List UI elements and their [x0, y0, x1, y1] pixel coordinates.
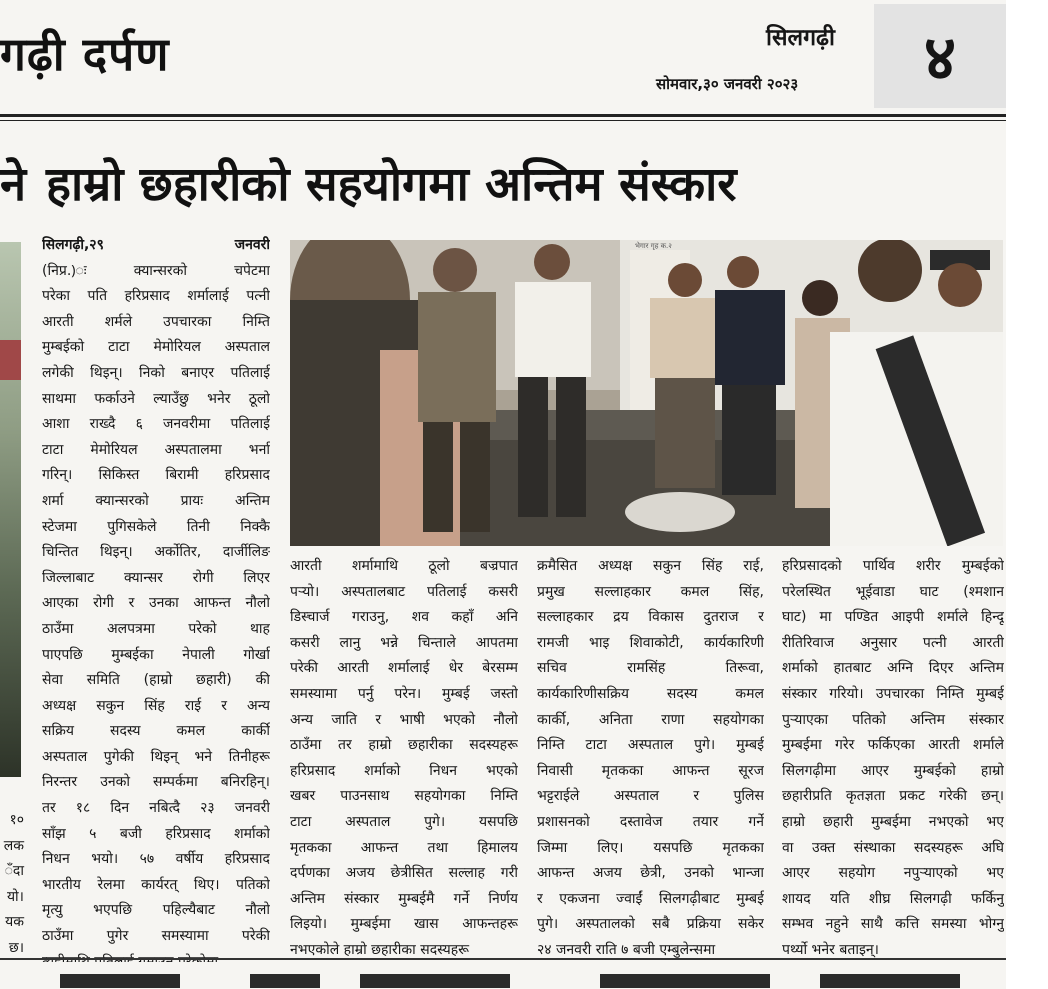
article-line: आरती शर्मामाथि ठूलो बज्रपात [290, 558, 518, 574]
article-line: भट्टराईले अस्पताल र पुलिस [537, 788, 764, 805]
person-dark-sweater [715, 256, 785, 495]
article-line: २४ जनवरी राति ७ बजी एम्बुलेन्समा [537, 941, 716, 958]
article-line: टाटा अस्पताल पुगे। यसपछि [290, 813, 518, 830]
article-line: मुम्बईको टाटा मेमोरियल अस्पताल [42, 339, 270, 356]
article-line: वा उक्त संस्थाका सदस्यहरू अघि [782, 839, 1004, 856]
article-line: खबर पाउनसाथ सहयोगका निम्ति [290, 788, 518, 805]
article-line: दर्पणका अजय छेत्रीसित सल्लाह गरी [290, 865, 518, 882]
article-line: हाम्रो छहारी मुम्बईमा नभएको भए [782, 813, 1004, 830]
article-line: लगेकी थिइन्। निको बनाएर पतिलाई [42, 364, 270, 381]
article-line: रामजी भाइ शिवाकोटी, कार्यकारिणी [537, 634, 764, 651]
article-line: संस्कार गरियो। उपचारका निम्ति मुम्बई [782, 685, 1004, 702]
fragment-line: लक [3, 837, 24, 854]
article-line: रीतिरिवाज अनुसार पत्नी आरती [782, 634, 1004, 651]
article-line: सिलगढ़ीमा आएर मुम्बईको हाम्रो [782, 762, 1004, 779]
article-line: पाएपछि मुम्बईका नेपाली गोर्खा [42, 646, 270, 663]
article-line: साँझ ५ बजी हरिप्रसाद शर्माको [42, 825, 270, 842]
article-line: पुगे। अस्पतालको सबै प्रक्रिया सकेर [537, 916, 764, 933]
article-headline-row [0, 150, 737, 214]
article-line: आएर सहयोग नपुऱ्याएको भए [782, 865, 1004, 882]
fragment-line: यक [5, 914, 24, 931]
article-line: लिइयो। मुम्बईमा खास आफन्तहरू [290, 916, 518, 933]
article-line: अन्य जाति र भाषी भएको नौलो [290, 711, 518, 728]
article-column-2 [290, 554, 518, 964]
article-line: सिलगढ़ी,२९ जनवरी [42, 237, 270, 253]
article-line: अध्यक्ष सकुन सिंह राई र अन्य [42, 697, 270, 714]
article-line: सेवा समिति (हाम्रो छहारी) की [42, 672, 270, 689]
header-city: सिलगढ़ी [766, 25, 835, 51]
article-line: अन्तिम संस्कार मुम्बईमै गर्ने निर्णय [290, 890, 518, 907]
article-column-1 [42, 233, 270, 975]
article-line: अस्पताल पुगेकी थिइन् भने तिनीहरू [42, 748, 270, 765]
article-line: आशा राख्दै ६ जनवरीमा पतिलाई [42, 416, 270, 433]
bottom-rule [0, 958, 1006, 960]
article-line: आरती शर्मले उपचारका निम्ति [42, 313, 270, 330]
article-line: प्रशासनको दस्तावेज तयार गर्ने [537, 813, 764, 830]
article-line: निम्ति टाटा अस्पताल पुगे। मुम्बई [537, 737, 764, 754]
article-line: आफन्त अजय छेत्री, उनको भान्जा [537, 865, 764, 882]
article-line: शायद यति शीघ्र सिलगढ़ी फर्किनु [782, 890, 1004, 907]
article-line: सचिव रामसिंह तिरूवा, [537, 660, 764, 677]
masthead-rule [0, 114, 1006, 117]
article-line: छहारीप्रति कृतज्ञता प्रकट गरेकी छन्। [782, 788, 1004, 805]
header-date: सोमवार,३० जनवरी २०२३ [656, 75, 799, 93]
article-line: मृत्यु भएपछि पहिल्यैबाट नौलो [42, 902, 270, 919]
article-line: शर्माको हातबाट अग्नि दिएर अन्तिम [782, 660, 1004, 677]
article-line: परेका पति हरिप्रसाद शर्मालाई पत्नी [42, 288, 270, 305]
adjacent-article-fragment [0, 808, 24, 987]
photo-wall-text: भेगार गृह क.२ [635, 242, 672, 250]
article-line: सम्भव नहुने साथै कत्ति समस्या भोग्नु [782, 916, 1004, 933]
article-line: कार्यकारिणीसक्रिय सदस्य कमल [537, 685, 764, 702]
article-column-3 [537, 554, 764, 964]
article-line: शर्मा क्यान्सरको प्रायः अन्तिम [42, 492, 270, 509]
masthead-rule-thin [0, 120, 1006, 121]
article-headline: हाम्रो छहारीको सहयोगमा अन्तिम संस्कार [46, 157, 737, 212]
article-line: आएका रोगी र उनका आफन्त नौलो [42, 595, 270, 612]
article-line: ठाउँमा अलपत्रमा परेको थाह [42, 620, 270, 637]
article-line: हरिप्रसादको पार्थिव शरीर मुम्बईको [782, 558, 1004, 574]
article-line: सक्रिय सदस्य कमल कार्की [42, 723, 270, 740]
masthead-title: गढ़ी दर्पण [0, 27, 170, 81]
article-line: निरन्तर उनको सम्पर्कमा बनिरहिन्। [42, 774, 270, 791]
article-line: पऱ्यो। अस्पतालबाट पतिलाई कसरी [290, 583, 518, 600]
fragment-line: १० [9, 812, 24, 828]
page-margin [1006, 0, 1048, 989]
page-number-box [874, 4, 1006, 108]
fragment-line: ँदा [4, 863, 24, 880]
page-number: ४ [923, 21, 957, 94]
article-line: प्रमुख सल्लाहकार कमल सिंह, [537, 583, 764, 600]
article-line: क्रमैसित अध्यक्ष सकुन सिंह राई, [537, 558, 764, 574]
article-line: परेकी आरती शर्मालाई धेर बेरसम्म [290, 660, 518, 677]
article-line: घाट) मा पण्डित आइपी शर्माले हिन्दू [782, 609, 1004, 626]
article-line: पर्थ्यो भनेर बताइन्। [782, 941, 879, 958]
article-line: टाटा मेमोरियल अस्पतालमा भर्ना [42, 441, 270, 458]
article-line: तर १८ दिन नबित्दै २३ जनवरी [42, 800, 270, 817]
article-line: गरिन्। सिकिस्त बिरामी हरिप्रसाद [42, 467, 270, 484]
article-line: स्टेजमा पुगिसकेले तिनी निक्कै [42, 518, 270, 535]
article-line: कार्की, अनिता राणा सहयोगका [537, 711, 764, 728]
next-headline-fragment [0, 962, 1006, 989]
fragment-line: यो। [6, 888, 24, 905]
article-line: र एकजना ज्वाईं सिलगढ़ीबाट मुम्बई [537, 890, 764, 907]
article-line: हरिप्रसाद शर्माको निधन भएको [290, 762, 518, 779]
fragment-line: छ। [8, 939, 24, 956]
article-line: मृतकका आफन्त तथा हिमालय [290, 839, 518, 856]
article-line: (निप्र.)ः क्यान्सरको चपेटमा [42, 262, 270, 279]
article-line: नभएकोले हाम्रो छहारीका सदस्यहरू [290, 941, 470, 958]
article-line: निवासी मृतकका आफन्त सूरज [537, 762, 764, 779]
adjacent-photo-fragment [0, 242, 21, 777]
article-line: परेलस्थित भूईवाडा घाट (श्मशान [782, 583, 1004, 600]
shrouded-body [625, 492, 735, 532]
article-line: निधन भयो। ५७ वर्षीय हरिप्रसाद [42, 851, 270, 868]
article-line: भारतीय रेलमा कार्यरत् थिए। पतिको [42, 876, 270, 893]
article-line: चिन्तित थिइन्। अर्कोतिर, दार्जीलिङ [42, 544, 270, 561]
article-line: जिल्लाबाट क्यान्सर रोगी लिएर [42, 569, 270, 586]
article-column-4 [782, 554, 1004, 964]
article-line: कसरी लानु भन्ने चिन्ताले आपतमा [290, 634, 518, 651]
article-line: मुम्बईमा गरेर फर्किएका आरती शर्माले [782, 737, 1004, 754]
article-line: डिस्चार्ज गराउनु, शव कहाँ अनि [290, 609, 518, 626]
headline-fragment: ने [0, 157, 27, 212]
article-line: समस्यामा पर्नु परेन। मुम्बई जस्तो [290, 685, 518, 702]
article-line: पुऱ्याएका पतिको अन्तिम संस्कार [782, 711, 1004, 728]
article-line: ठाउँमा तर हाम्रो छहारीका सदस्यहरू [290, 737, 518, 754]
article-line: जिम्मा लिए। यसपछि मृतकका [537, 839, 764, 856]
article-photo [290, 240, 1003, 546]
article-line: साथमा फर्काउने ल्याउँछु भनेर ठूलो [42, 390, 270, 407]
article-line: ठाउँमा पुगेर समस्यामा परेकी [42, 928, 270, 945]
article-line: सल्लाहकार द्रय विकास दुतराज र [537, 609, 764, 626]
